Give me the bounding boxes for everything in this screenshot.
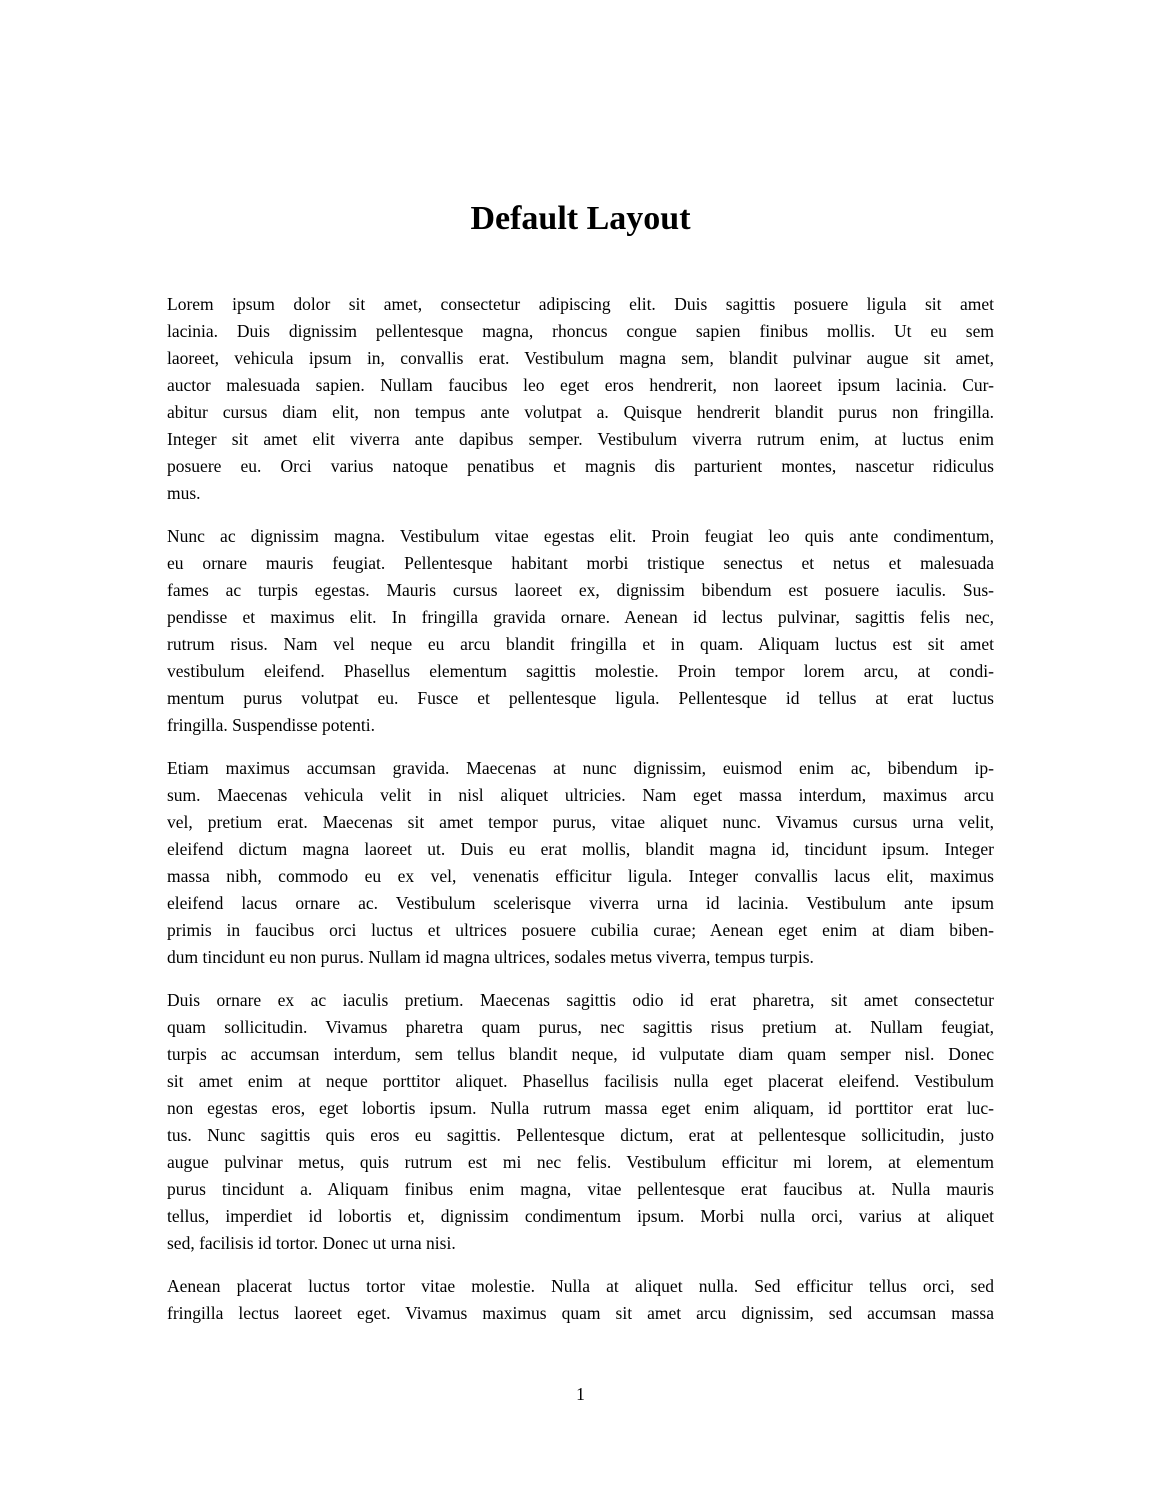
text-line: vel, pretium erat. Maecenas sit amet tempor purus, vitae aliquet nunc. Vivamus cursus urna velit, bbox=[167, 812, 994, 832]
text-line: eu ornare mauris feugiat. Pellentesque habitant morbi tristique senectus et netus et malesuada bbox=[167, 553, 994, 573]
text-line: non egestas eros, eget lobortis ipsum. Nulla rutrum massa eget enim aliquam, id porttitor erat luc- bbox=[167, 1098, 994, 1118]
text-line: eleifend dictum magna laoreet ut. Duis eu erat mollis, blandit magna id, tincidunt ipsum. Integer bbox=[167, 839, 994, 859]
text-line: posuere eu. Orci varius natoque penatibus et magnis dis parturient montes, nascetur ridiculus bbox=[167, 456, 994, 476]
text-line: abitur cursus diam elit, non tempus ante volutpat a. Quisque hendrerit blandit purus non fringilla. bbox=[167, 402, 994, 422]
page-number: 1 bbox=[576, 1384, 585, 1404]
text-line: fames ac turpis egestas. Mauris cursus laoreet ex, dignissim bibendum est posuere iaculis. Sus- bbox=[167, 580, 994, 600]
text-line: fringilla. Suspendisse potenti. bbox=[167, 715, 376, 735]
text-line: tellus, imperdiet id lobortis et, dignissim condimentum ipsum. Morbi nulla orci, varius at aliquet bbox=[167, 1206, 994, 1226]
text-line: purus tincidunt a. Aliquam finibus enim magna, vitae pellentesque erat faucibus at. Nulla mauris bbox=[167, 1179, 994, 1199]
paragraph bbox=[167, 1273, 994, 1327]
text-line: tus. Nunc sagittis quis eros eu sagittis. Pellentesque dictum, erat at pellentesque sollicitudin, justo bbox=[167, 1125, 994, 1145]
paragraph bbox=[167, 291, 994, 507]
text-line: mentum purus volutpat eu. Fusce et pellentesque ligula. Pellentesque id tellus at erat luctus bbox=[167, 688, 994, 708]
paragraph bbox=[167, 755, 994, 971]
text-line: rutrum risus. Nam vel neque eu arcu blandit fringilla et in quam. Aliquam luctus est sit amet bbox=[167, 634, 994, 654]
document-body bbox=[167, 291, 994, 1327]
text-line: massa nibh, commodo eu ex vel, venenatis efficitur ligula. Integer convallis lacus elit, maximus bbox=[167, 866, 994, 886]
text-line: mus. bbox=[167, 483, 201, 503]
text-line: auctor malesuada sapien. Nullam faucibus leo eget eros hendrerit, non laoreet ipsum lacinia. Cur- bbox=[167, 375, 994, 395]
page-title: Default Layout bbox=[470, 200, 691, 237]
text-line: sum. Maecenas vehicula velit in nisl aliquet ultricies. Nam eget massa interdum, maximus arcu bbox=[167, 785, 994, 805]
text-line: quam sollicitudin. Vivamus pharetra quam purus, nec sagittis risus pretium at. Nullam feugiat, bbox=[167, 1017, 994, 1037]
text-line: laoreet, vehicula ipsum in, convallis erat. Vestibulum magna sem, blandit pulvinar augue sit amet, bbox=[167, 348, 994, 368]
text-line: Duis ornare ex ac iaculis pretium. Maecenas sagittis odio id erat pharetra, sit amet consectetur bbox=[167, 990, 994, 1010]
text-line: Integer sit amet elit viverra ante dapibus semper. Vestibulum viverra rutrum enim, at luctus enim bbox=[167, 429, 994, 449]
paragraph bbox=[167, 987, 994, 1257]
text-line: Nunc ac dignissim magna. Vestibulum vitae egestas elit. Proin feugiat leo quis ante condimentum, bbox=[167, 526, 994, 546]
text-line: augue pulvinar metus, quis rutrum est mi nec felis. Vestibulum efficitur mi lorem, at elementum bbox=[167, 1152, 994, 1172]
text-line: sit amet enim at neque porttitor aliquet. Phasellus facilisis nulla eget placerat eleifend. Vestibulum bbox=[167, 1071, 994, 1091]
text-line: Etiam maximus accumsan gravida. Maecenas at nunc dignissim, euismod enim ac, bibendum ip- bbox=[167, 758, 994, 778]
text-line: lacinia. Duis dignissim pellentesque magna, rhoncus congue sapien finibus mollis. Ut eu sem bbox=[167, 321, 994, 341]
text-line: Aenean placerat luctus tortor vitae molestie. Nulla at aliquet nulla. Sed efficitur tellus orci, sed bbox=[167, 1276, 994, 1296]
text-line: fringilla lectus laoreet eget. Vivamus maximus quam sit amet arcu dignissim, sed accumsan massa bbox=[167, 1303, 994, 1323]
paragraph bbox=[167, 523, 994, 739]
text-line: turpis ac accumsan interdum, sem tellus blandit neque, id vulputate diam quam semper nisl. Donec bbox=[167, 1044, 994, 1064]
text-line: primis in faucibus orci luctus et ultrices posuere cubilia curae; Aenean eget enim at diam biben- bbox=[167, 920, 994, 940]
text-line: dum tincidunt eu non purus. Nullam id magna ultrices, sodales metus viverra, tempus turpis. bbox=[167, 947, 814, 967]
text-line: Lorem ipsum dolor sit amet, consectetur adipiscing elit. Duis sagittis posuere ligula sit amet bbox=[167, 294, 994, 314]
text-line: pendisse et maximus elit. In fringilla gravida ornare. Aenean id lectus pulvinar, sagittis felis nec, bbox=[167, 607, 994, 627]
text-line: eleifend lacus ornare ac. Vestibulum scelerisque viverra urna id lacinia. Vestibulum ante ipsum bbox=[167, 893, 994, 913]
text-line: sed, facilisis id tortor. Donec ut urna nisi. bbox=[167, 1233, 456, 1253]
text-line: vestibulum eleifend. Phasellus elementum sagittis molestie. Proin tempor lorem arcu, at condi- bbox=[167, 661, 994, 681]
